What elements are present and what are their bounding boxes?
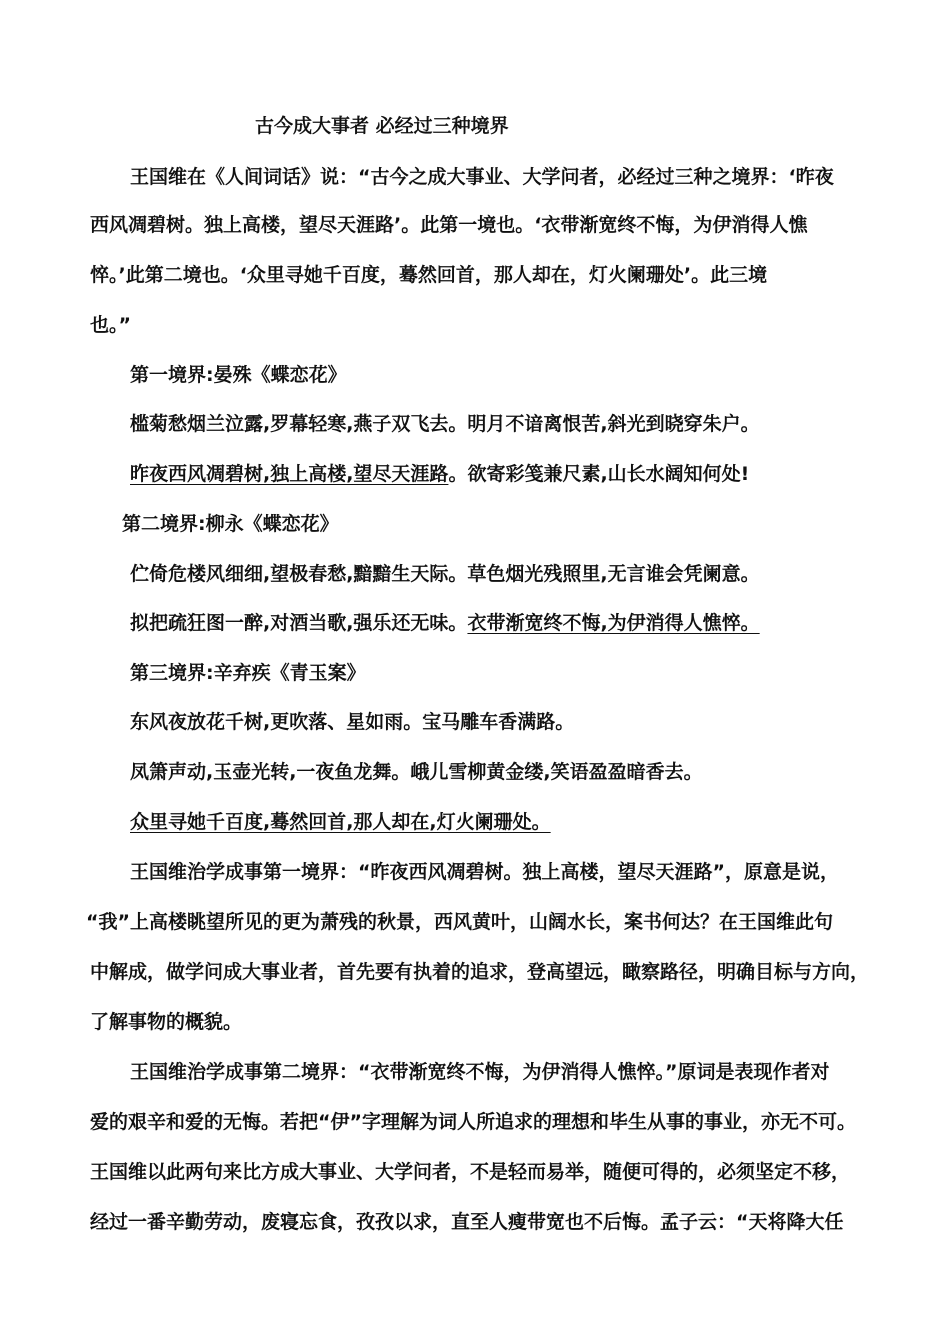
realm1-poem-line: [130, 462, 749, 486]
underlined-quote: 众里寻她千百度,蓦然回首,那人却在,灯火阑珊处。: [130, 811, 551, 833]
poem-text: 。欲寄彩笺兼尺素,山长水阔知何处!: [448, 463, 750, 485]
realm3-poem-line: [130, 810, 567, 834]
realm3-poem-line: 凤箫声动,玉壶光转,一夜鱼龙舞。峨儿雪柳黄金缕,笑语盈盈暗香去。: [130, 761, 703, 783]
intro-line: 王国维在《人间词话》说：“古今之成大事业、大学问者，必经过三种之境界：‘昨夜: [130, 166, 834, 188]
realm2-heading: 第二境界:柳永《蝶恋花》: [122, 513, 339, 535]
intro-line: 也。”: [90, 314, 131, 336]
intro-line: 西风凋碧树。独上高楼，望尽天涯路’。此第一境也。‘衣带渐宽终不悔，为伊消得人憔: [90, 214, 808, 236]
para2-line: 王国维以此两句来比方成大事业、大学问者，不是轻而易举，随便可得的，必须坚定不移，: [90, 1161, 851, 1183]
para1-line: “我”上高楼眺望所见的更为萧残的秋景，西风黄叶，山阔水长，案书何达？在王国维此句: [86, 911, 833, 933]
realm2-poem-line: 伫倚危楼风细细,望极春愁,黯黯生天际。草色烟光残照里,无言谁会凭阑意。: [130, 563, 760, 585]
realm3-heading: 第三境界:辛弃疾《青玉案》: [130, 662, 366, 684]
realm1-heading: 第一境界:晏殊《蝶恋花》: [130, 364, 347, 386]
underlined-quote: 昨夜西风凋碧树,独上高楼,望尽天涯路: [130, 463, 449, 485]
intro-line: 悴。’此第二境也。‘众里寻她千百度，蓦然回首，那人却在，灯火阑珊处’。此三境: [90, 264, 768, 286]
document-title: 古今成大事者 必经过三种境界: [255, 115, 509, 137]
para2-line: 王国维治学成事第二境界：“衣带渐宽终不悔，为伊消得人憔悴。”原词是表现作者对: [130, 1061, 830, 1083]
poem-text: 拟把疏狂图一醉,对酒当歌,强乐还无味。: [130, 612, 468, 634]
realm2-poem-line: [130, 611, 776, 635]
para1-line: 中解成，做学问成大事业者，首先要有执着的追求，登高望远，瞰察路径，明确目标与方向，: [90, 961, 870, 983]
realm3-poem-line: 东风夜放花千树,更吹落、星如雨。宝马雕车香满路。: [130, 711, 575, 733]
underlined-quote: 衣带渐宽终不悔,为伊消得人憔悴。: [467, 612, 760, 634]
para1-line: 王国维治学成事第一境界：“昨夜西风凋碧树。独上高楼，望尽天涯路”，原意是说，: [130, 861, 839, 883]
para1-line: 了解事物的概貌。: [90, 1011, 243, 1033]
realm1-poem-line: 槛菊愁烟兰泣露,罗幕轻寒,燕子双飞去。明月不谙离恨苦,斜光到晓穿朱户。: [130, 413, 760, 435]
para2-line: 经过一番辛勤劳动，废寝忘食，孜孜以求，直至人瘦带宽也不后悔。孟子云：“天将降大任: [90, 1211, 844, 1233]
para2-line: 爱的艰辛和爱的无悔。若把“伊”字理解为词人所追求的理想和毕生从事的事业，亦无不可。: [90, 1111, 856, 1133]
